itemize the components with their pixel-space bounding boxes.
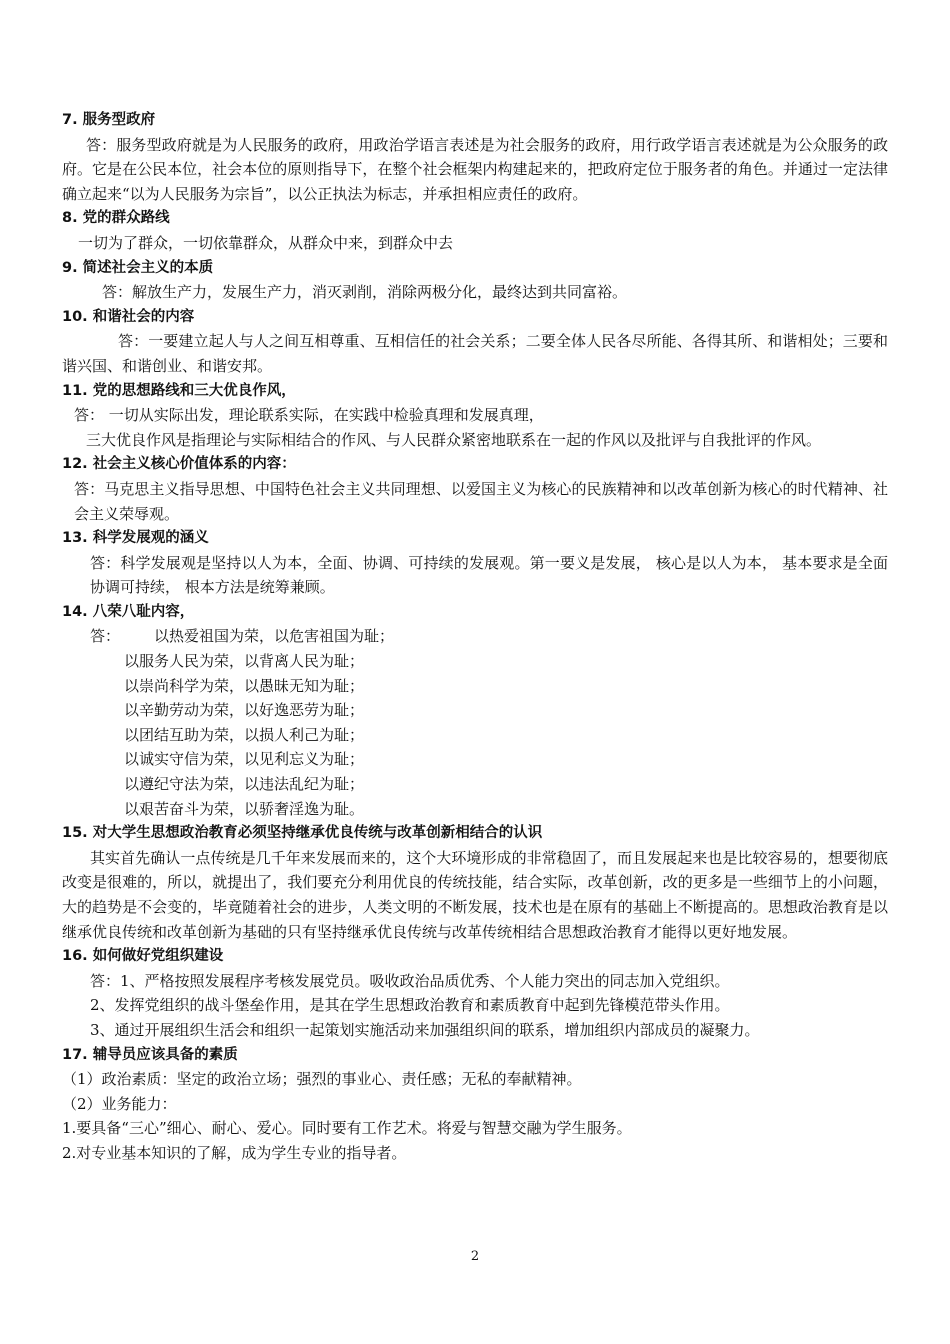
section-13-heading: 13. 科学发展观的涵义 xyxy=(62,530,209,547)
honor-item-5: 以团结互助为荣，以损人利己为耻； xyxy=(124,725,365,744)
section-10-heading: 10. 和谐社会的内容 xyxy=(62,308,195,325)
section-7-body: 答：服务型政府就是为人民服务的政府，用政治学语言表述是为社会服务的政府，用行政学语言表述就是为公众服务的政府。它是在公民本位，社会本位的原则指导下，在整个社会框架内构建起来的，把政府定位于服务者的角色。并通过一定法律确立起来“以为人民服务为宗旨”，以公正执法为标志，并承担相应责任的政府。 xyxy=(62,135,888,203)
section-16-heading: 16. 如何做好党组织建设 xyxy=(62,948,224,965)
section-15-body: 其实首先确认一点传统是几千年来发展而来的，这个大环境形成的非常稳固了，而且发展起来也是比较容易的，想要彻底改变是很难的，所以，就提出了，我们要充分利用优良的传统技能，结合实际，改革创新，改的更多是一些细节上的小问题，大的趋势是不会变的，毕竟随着社会的进步，人类文明的不断发展，技术也是在原有的基础上不断提高的。思想政治教育是以继承优良传统和改革创新为基础的只有坚持继承优良传统与改革传统相结合思想政治教育才能得以更好地发展。 xyxy=(62,848,888,941)
section-16-item-1: 答：1、严格按照发展程序考核发展党员。吸收政治品质优秀、个人能力突出的同志加入党组织。 xyxy=(90,971,730,990)
section-17-item-2: （2）业务能力： xyxy=(62,1094,177,1113)
section-13-body: 答：科学发展观是坚持以人为本，全面、协调、可持续的发展观。第一要义是发展， 核心是以人为本， 基本要求是全面协调可持续， 根本方法是统筹兼顾。 xyxy=(90,553,888,597)
section-7-heading: 7. 服务型政府 xyxy=(62,112,156,128)
page-number: 2 xyxy=(470,1249,480,1264)
honor-item-1: 以热爱祖国为荣，以危害祖国为耻； xyxy=(154,627,395,646)
section-17-item-4: 2.对专业基本知识的了解，成为学生专业的指导者。 xyxy=(62,1143,407,1162)
section-17-heading: 17. 辅导员应该具备的素质 xyxy=(62,1046,238,1063)
section-17-item-1: （1）政治素质：坚定的政治立场；强烈的事业心、责任感；无私的奉献精神。 xyxy=(62,1070,582,1089)
honor-item-6: 以诚实守信为荣，以见利忘义为耻； xyxy=(124,750,365,769)
section-9-body: 答：解放生产力，发展生产力，消灭剥削，消除两极分化，最终达到共同富裕。 xyxy=(102,283,628,302)
section-16-item-3: 3、通过开展组织生活会和组织一起策划实施活动来加强组织间的联系，增加组织内部成员的凝聚力。 xyxy=(90,1020,760,1039)
section-17-item-3: 1.要具备“三心”细心、耐心、爱心。同时要有工作艺术。将爱与智慧交融为学生服务。 xyxy=(62,1119,632,1138)
section-14-lead: 答： xyxy=(90,627,121,646)
section-11-body-2: 三大优良作风是指理论与实际相结合的作风、与人民群众紧密地联系在一起的作风以及批评与自我批评的作风。 xyxy=(86,430,822,449)
section-15-heading: 15. 对大学生思想政治教育必须坚持继承优良传统与改革创新相结合的认识 xyxy=(62,825,543,842)
honor-item-8: 以艰苦奋斗为荣，以骄奢淫逸为耻。 xyxy=(124,799,365,818)
section-12-body: 答：马克思主义指导思想、中国特色社会主义共同理想、以爱国主义为核心的民族精神和以改革创新为核心的时代精神、社会主义荣辱观。 xyxy=(74,479,888,523)
section-14-heading: 14. 八荣八耻内容， xyxy=(62,603,195,620)
honor-item-4: 以辛勤劳动为荣，以好逸恶劳为耻； xyxy=(124,701,365,720)
section-8-body: 一切为了群众，一切依靠群众，从群众中来，到群众中去 xyxy=(78,233,454,252)
section-11-heading: 11. 党的思想路线和三大优良作风， xyxy=(62,382,296,399)
honor-item-2: 以服务人民为荣，以背离人民为耻； xyxy=(124,652,365,671)
section-11-body-1: 答： 一切从实际出发，理论联系实际，在实践中检验真理和发展真理， xyxy=(74,406,544,425)
section-14-first-line xyxy=(62,624,888,649)
section-16-item-2: 2、发挥党组织的战斗堡垒作用，是其在学生思想政治教育和素质教育中起到先锋模范带头作用。 xyxy=(90,996,730,1015)
section-10-body: 答：一要建立起人与人之间互相尊重、互相信任的社会关系；二要全体人民各尽所能、各得其所、和谐相处；三要和谐兴国、和谐创业、和谐安邦。 xyxy=(62,332,888,375)
section-8-heading: 8. 党的群众路线 xyxy=(62,210,170,227)
document-page xyxy=(62,108,888,1166)
honor-item-7: 以遵纪守法为荣，以违法乱纪为耻； xyxy=(124,775,365,794)
honor-item-3: 以崇尚科学为荣，以愚昧无知为耻； xyxy=(124,676,365,695)
section-9-heading: 9. 简述社会主义的本质 xyxy=(62,259,214,276)
section-12-heading: 12. 社会主义核心价值体系的内容： xyxy=(62,456,296,473)
